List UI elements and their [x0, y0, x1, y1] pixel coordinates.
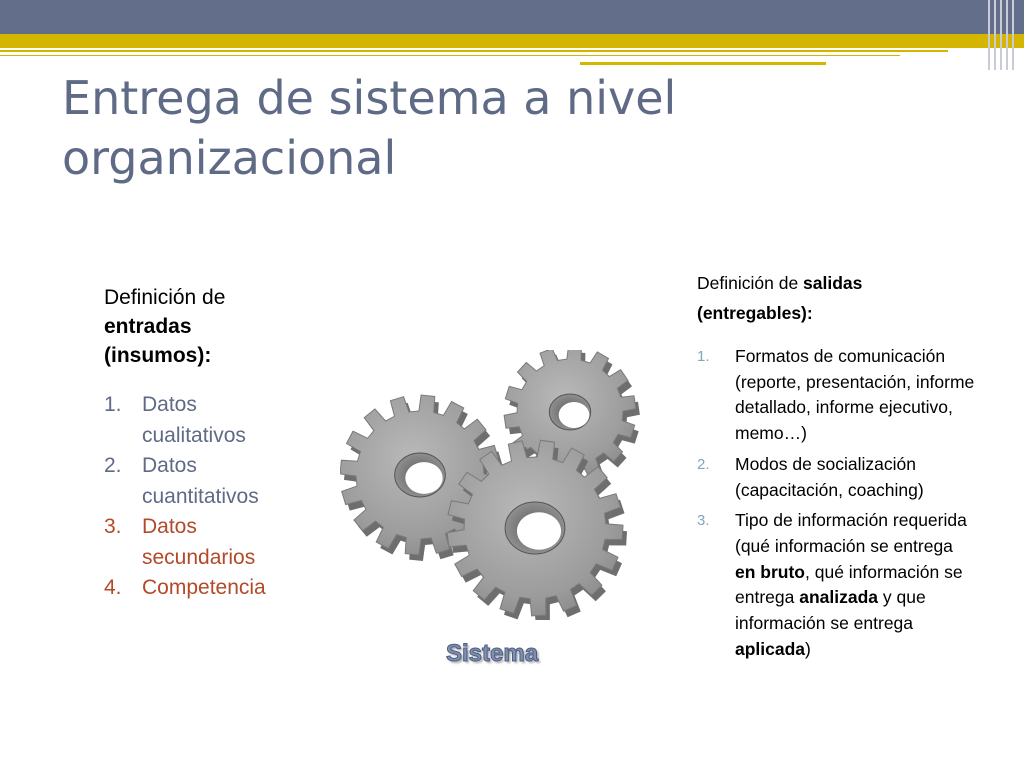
inputs-list — [104, 390, 319, 604]
list-item: 3. Tipo de información requerida (qué información se entrega en bruto, qué información se entrega analizada y que información se entrega aplicada) — [697, 510, 967, 659]
outputs-list — [697, 344, 987, 662]
accent-line — [0, 50, 948, 52]
list-item: 2. Datos cuantitativos — [104, 454, 259, 508]
system-label: Sistema — [446, 640, 539, 667]
header-accent-band — [0, 34, 1024, 48]
outputs-heading: Definición de salidas (entregables): — [697, 273, 863, 323]
outputs-section — [697, 268, 987, 667]
list-item: 1. Datos cualitativos — [104, 393, 246, 447]
accent-line-thin — [0, 55, 900, 56]
list-item: 2. Modos de socialización (capacitación, coaching) — [697, 453, 924, 500]
gears-icon — [340, 350, 650, 620]
list-item: 3. Datos secundarios — [104, 515, 256, 569]
list-item: 1. Formatos de comunicación (reporte, presentación, informe detallado, informe ejecutivo, memo…) — [697, 346, 975, 444]
list-item: 4. Competencia — [104, 576, 266, 599]
inputs-section — [104, 283, 319, 604]
header-stripes — [984, 0, 1024, 70]
header-bar — [0, 0, 1024, 34]
inputs-heading: Definición de entradas (insumos): — [104, 286, 226, 367]
slide-title: Entrega de sistema a nivel organizacional — [62, 71, 677, 185]
accent-line-short — [580, 62, 826, 65]
